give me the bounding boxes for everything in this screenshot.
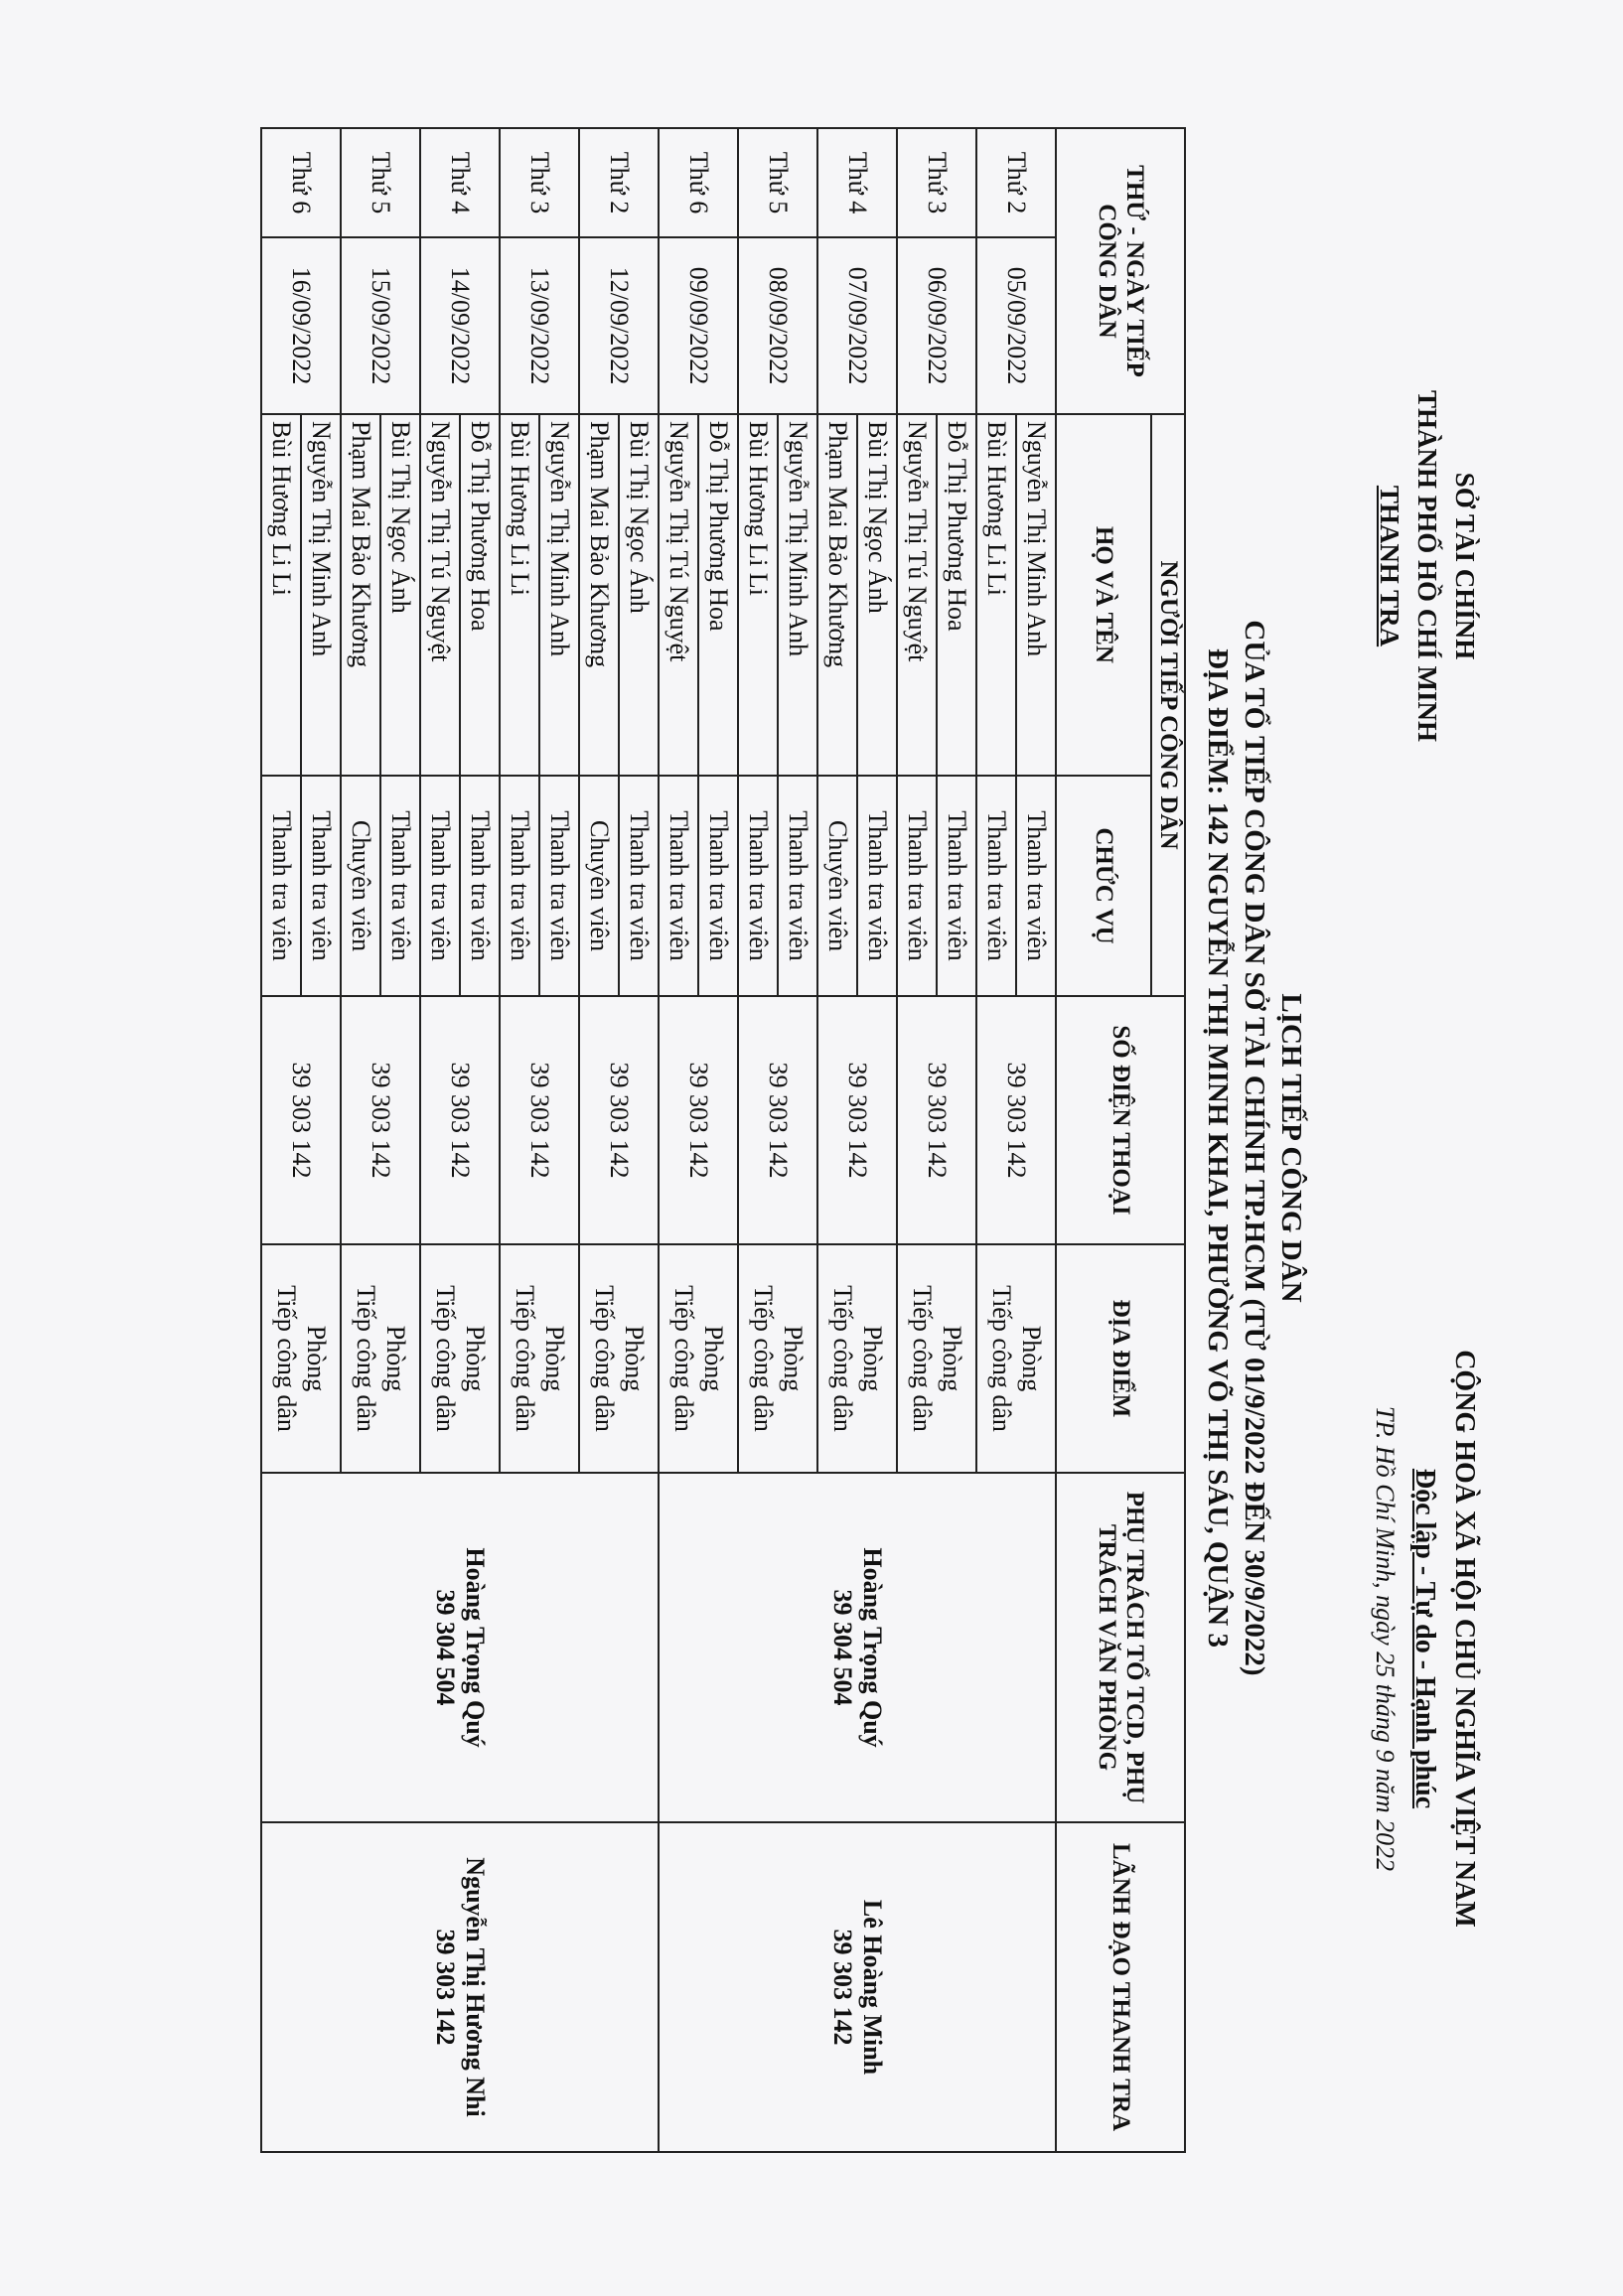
location-cell: [976, 1244, 1056, 1473]
receiver-name-cell: Đỗ Thị Phương Hoa: [460, 414, 500, 776]
date-cell: 15/09/2022: [341, 237, 420, 414]
location-line-1: Phòng: [302, 1325, 331, 1392]
location-cell: [500, 1244, 579, 1473]
date-cell: 14/09/2022: [420, 237, 500, 414]
national-motto: Độc lập - Tự do - Hạnh phúc: [1409, 1468, 1440, 1809]
location-line-2: Tiếp công dân: [431, 1285, 460, 1432]
location-cell: [659, 1244, 738, 1473]
location-line-1: Phòng: [699, 1325, 728, 1392]
date-cell: 12/09/2022: [579, 237, 659, 414]
location-line-2: Tiếp công dân: [669, 1285, 698, 1432]
table-row: [619, 128, 659, 2152]
receiver-name-cell: Đỗ Thị Phương Hoa: [698, 414, 738, 776]
location-line-2: Tiếp công dân: [908, 1285, 937, 1432]
title-line-3: ĐỊA ĐIỂM: 142 NGUYỄN THỊ MINH KHAI, PHƯỜNG VÕ THỊ SÁU, QUẬN 3: [1202, 648, 1234, 1648]
receiver-name-cell: Nguyễn Thị Tú Nguyệt: [897, 414, 937, 776]
country-name: CỘNG HOÀ XÃ HỘI CHỦ NGHĨA VIỆT NAM: [1449, 1350, 1480, 1928]
agency-line-1: SỞ TÀI CHÍNH: [1450, 472, 1480, 660]
location-line-2: Tiếp công dân: [749, 1285, 778, 1432]
header-row-1: [1151, 128, 1185, 2152]
date-line: TP. Hồ Chí Minh, ngày 25 tháng 9 năm 2022: [1371, 1405, 1400, 1872]
title-line-1: LỊCH TIẾP CÔNG DÂN: [1275, 993, 1307, 1303]
receiver-name-cell: Nguyễn Thị Tú Nguyệt: [659, 414, 698, 776]
receiver-name-cell: Nguyễn Thị Minh Anh: [301, 414, 341, 776]
weekday-cell: Thứ 2: [579, 128, 659, 237]
leader-phone: 39 303 142: [431, 1929, 460, 2046]
schedule-body: [261, 128, 1056, 2152]
leader-phone: 39 303 142: [828, 1929, 857, 2046]
supervisor-phone: 39 304 504: [431, 1589, 460, 1706]
leader-name: Lê Hoàng Minh: [858, 1899, 887, 2076]
header-leader: LÃNH ĐẠO THANH TRA: [1056, 1822, 1185, 2152]
phone-cell: 39 303 142: [897, 996, 976, 1244]
location-line-1: Phòng: [779, 1325, 808, 1392]
weekday-cell: Thứ 3: [500, 128, 579, 237]
national-header: [1365, 1142, 1484, 2135]
table-row: [1016, 128, 1056, 2152]
location-cell: [897, 1244, 976, 1473]
receiver-name-cell: Nguyễn Thị Minh Anh: [1016, 414, 1056, 776]
header-phone: SỐ ĐIỆN THOẠI: [1056, 996, 1185, 1244]
location-line-2: Tiếp công dân: [987, 1285, 1016, 1432]
receiver-position-cell: Thanh tra viên: [897, 776, 937, 996]
date-cell: 13/09/2022: [500, 237, 579, 414]
receiver-position-cell: Chuyên viên: [817, 776, 857, 996]
supervisor-name: Hoàng Trọng Quý: [461, 1547, 490, 1748]
header-supervisor: PHỤ TRÁCH TỔ TCD, PHỤ TRÁCH VĂN PHÒNG: [1056, 1473, 1185, 1822]
location-line-2: Tiếp công dân: [272, 1285, 301, 1432]
receiver-position-cell: Thanh tra viên: [738, 776, 778, 996]
date-cell: 08/09/2022: [738, 237, 817, 414]
location-line-1: Phòng: [381, 1325, 410, 1392]
receiver-name-cell: Bùi Hương Li Li: [261, 414, 301, 776]
date-cell: 09/09/2022: [659, 237, 738, 414]
receiver-name-cell: Phạm Mai Bảo Khương: [579, 414, 619, 776]
receiver-position-cell: Chuyên viên: [341, 776, 380, 996]
supervisor-name: Hoàng Trọng Quý: [858, 1547, 887, 1748]
weekday-cell: Thứ 3: [897, 128, 976, 237]
receiver-position-cell: Chuyên viên: [579, 776, 619, 996]
receiver-name-cell: Nguyễn Thị Minh Anh: [778, 414, 817, 776]
issuing-agency: [1371, 328, 1484, 804]
date-cell: 06/09/2022: [897, 237, 976, 414]
receiver-position-cell: Thanh tra viên: [539, 776, 579, 996]
receiver-position-cell: Thanh tra viên: [301, 776, 341, 996]
receiver-name-cell: Phạm Mai Bảo Khương: [341, 414, 380, 776]
location-line-2: Tiếp công dân: [828, 1285, 857, 1432]
location-line-1: Phòng: [858, 1325, 887, 1392]
supervisor-phone: 39 304 504: [828, 1589, 857, 1706]
receiver-name-cell: Nguyễn Thị Tú Nguyệt: [420, 414, 460, 776]
receiver-position-cell: Thanh tra viên: [619, 776, 659, 996]
receiver-name-cell: Bùi Hương Li Li: [738, 414, 778, 776]
receiver-position-cell: Thanh tra viên: [1016, 776, 1056, 996]
receiver-name-cell: Nguyễn Thị Minh Anh: [539, 414, 579, 776]
receiver-position-cell: Thanh tra viên: [778, 776, 817, 996]
weekday-cell: Thứ 4: [420, 128, 500, 237]
header-name: HỌ VÀ TÊN: [1056, 414, 1151, 776]
location-cell: [738, 1244, 817, 1473]
supervisor-cell: [659, 1473, 1056, 1822]
title-line-2: CỦA TỔ TIẾP CÔNG DÂN SỞ TÀI CHÍNH TP.HCM (TỪ 01/9/2022 ĐẾN 30/9/2022): [1239, 620, 1270, 1676]
weekday-cell: Thứ 2: [976, 128, 1056, 237]
leader-cell: [659, 1822, 1056, 2152]
date-cell: 07/09/2022: [817, 237, 897, 414]
date-cell: 05/09/2022: [976, 237, 1056, 414]
weekday-cell: Thứ 6: [659, 128, 738, 237]
receiver-position-cell: Thanh tra viên: [937, 776, 976, 996]
phone-cell: 39 303 142: [341, 996, 420, 1244]
date-cell: 16/09/2022: [261, 237, 341, 414]
receiver-position-cell: Thanh tra viên: [659, 776, 698, 996]
header-receiver: NGƯỜI TIẾP CÔNG DÂN: [1151, 414, 1185, 996]
location-line-1: Phòng: [461, 1325, 490, 1392]
header-day: THỨ - NGÀY TIẾP CÔNG DÂN: [1056, 128, 1185, 414]
location-cell: [420, 1244, 500, 1473]
receiver-name-cell: Bùi Hương Li Li: [976, 414, 1016, 776]
agency-line-3: THANH TRA: [1375, 485, 1404, 647]
receiver-position-cell: Thanh tra viên: [857, 776, 897, 996]
phone-cell: 39 303 142: [420, 996, 500, 1244]
receiver-name-cell: Đỗ Thị Phương Hoa: [937, 414, 976, 776]
location-cell: [261, 1244, 341, 1473]
receiver-name-cell: Bùi Thị Ngọc Ánh: [380, 414, 420, 776]
location-line-1: Phòng: [1017, 1325, 1046, 1392]
receiver-position-cell: Thanh tra viên: [698, 776, 738, 996]
location-line-2: Tiếp công dân: [590, 1285, 619, 1432]
header-position: CHỨC VỤ: [1056, 776, 1151, 996]
location-line-1: Phòng: [540, 1325, 569, 1392]
supervisor-cell: [261, 1473, 659, 1822]
phone-cell: 39 303 142: [738, 996, 817, 1244]
receiver-name-cell: Bùi Thị Ngọc Ánh: [857, 414, 897, 776]
receiver-position-cell: Thanh tra viên: [460, 776, 500, 996]
receiver-position-cell: Thanh tra viên: [261, 776, 301, 996]
phone-cell: 39 303 142: [976, 996, 1056, 1244]
location-cell: [817, 1244, 897, 1473]
location-line-1: Phòng: [938, 1325, 966, 1392]
weekday-cell: Thứ 5: [341, 128, 420, 237]
receiver-position-cell: Thanh tra viên: [380, 776, 420, 996]
location-line-2: Tiếp công dân: [511, 1285, 539, 1432]
location-line-1: Phòng: [620, 1325, 649, 1392]
phone-cell: 39 303 142: [579, 996, 659, 1244]
document-title: [1199, 149, 1309, 2147]
receiver-position-cell: Thanh tra viên: [976, 776, 1016, 996]
phone-cell: 39 303 142: [817, 996, 897, 1244]
receiver-position-cell: Thanh tra viên: [500, 776, 539, 996]
receiver-name-cell: Bùi Hương Li Li: [500, 414, 539, 776]
location-cell: [579, 1244, 659, 1473]
receiver-name-cell: Phạm Mai Bảo Khương: [817, 414, 857, 776]
receiver-name-cell: Bùi Thị Ngọc Ánh: [619, 414, 659, 776]
leader-cell: [261, 1822, 659, 2152]
leader-name: Nguyễn Thị Hương Nhi: [461, 1857, 490, 2117]
phone-cell: 39 303 142: [659, 996, 738, 1244]
schedule-table: [260, 127, 1186, 2153]
header-location: ĐỊA ĐIỂM: [1056, 1244, 1185, 1473]
agency-line-2: THÀNH PHỐ HỒ CHÍ MINH: [1412, 389, 1442, 742]
phone-cell: 39 303 142: [500, 996, 579, 1244]
weekday-cell: Thứ 5: [738, 128, 817, 237]
location-cell: [341, 1244, 420, 1473]
weekday-cell: Thứ 6: [261, 128, 341, 237]
location-line-2: Tiếp công dân: [352, 1285, 380, 1432]
phone-cell: 39 303 142: [261, 996, 341, 1244]
receiver-position-cell: Thanh tra viên: [420, 776, 460, 996]
weekday-cell: Thứ 4: [817, 128, 897, 237]
